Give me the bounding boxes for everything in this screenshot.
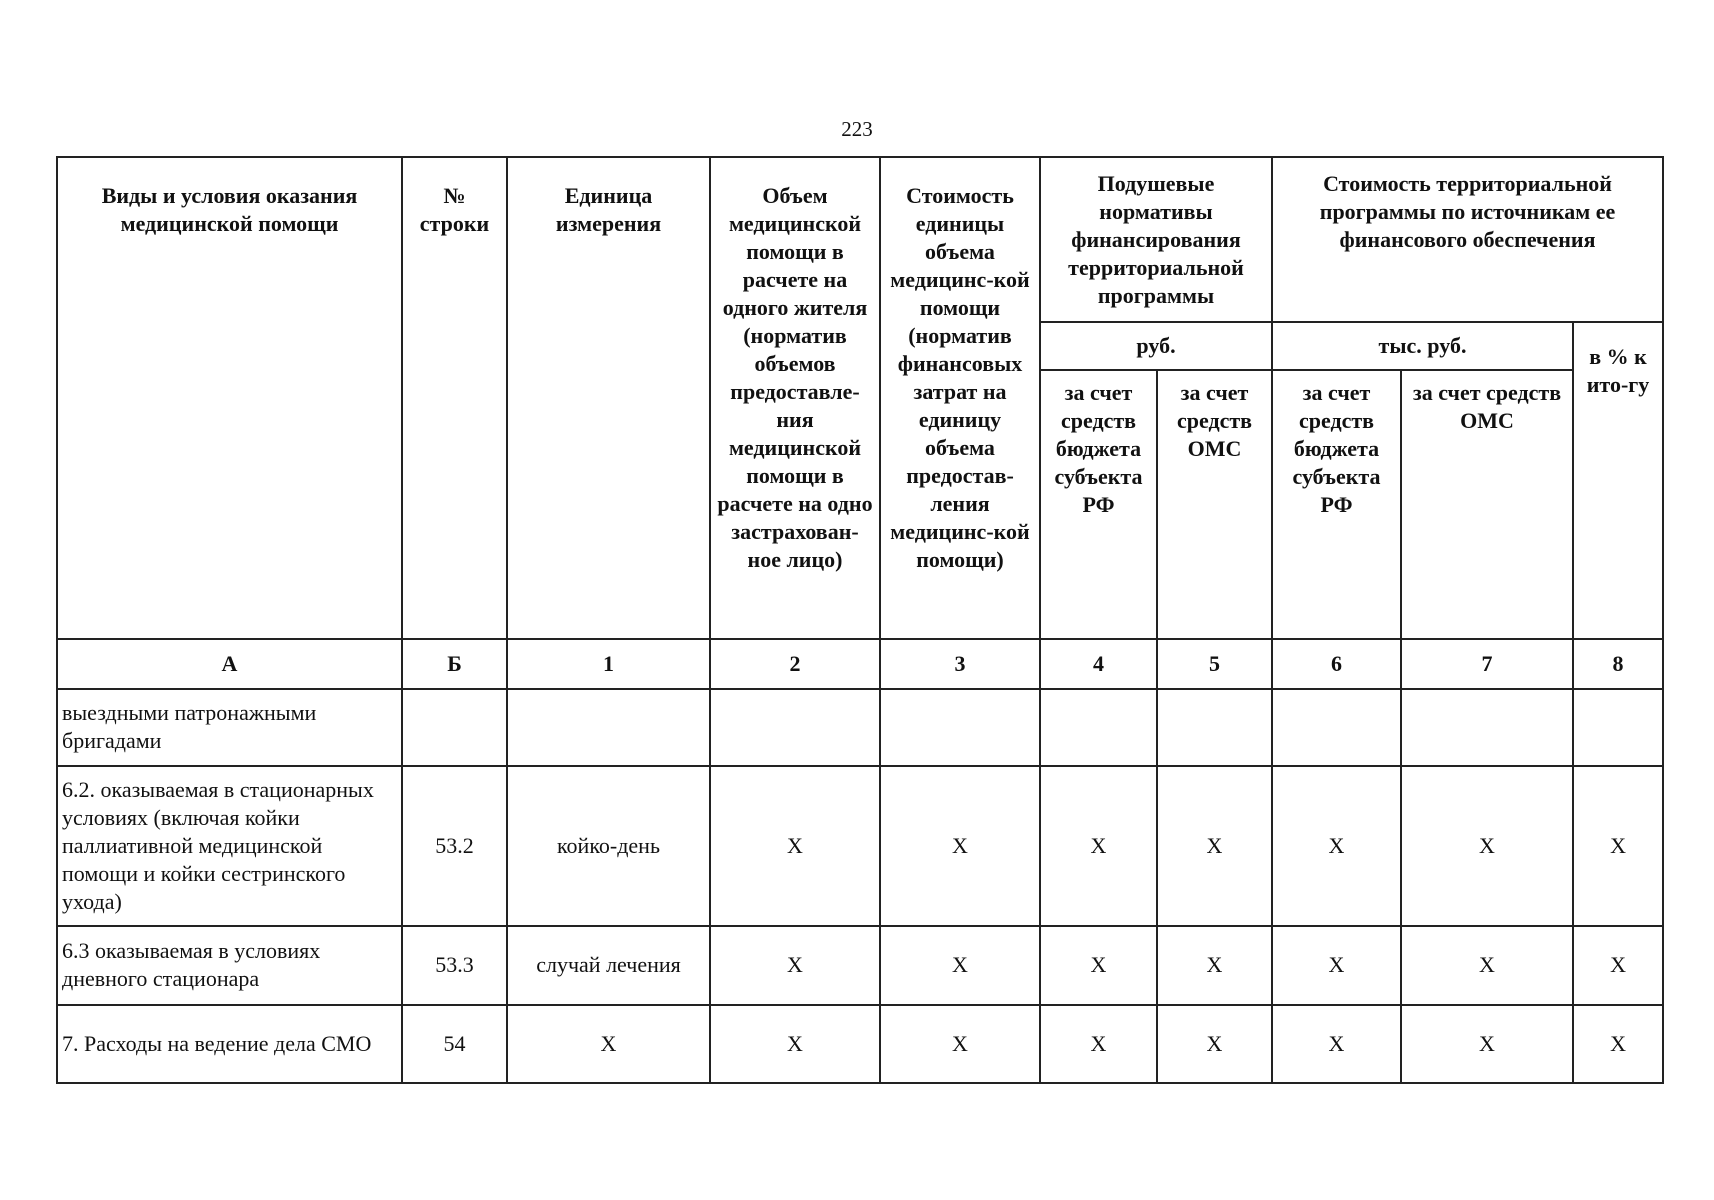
cell-rub-budget: X: [1040, 766, 1157, 927]
column-index: 5: [1157, 639, 1272, 689]
cell-rub-oms: X: [1157, 926, 1272, 1004]
cell-unit-cost: [880, 689, 1040, 765]
cell-volume: [710, 689, 880, 765]
row-name: выездными патронажными бригадами: [57, 689, 402, 765]
cell-thousand-budget: X: [1272, 766, 1401, 927]
header-program-cost: Стоимость территориальной программы по источникам ее финансового обеспечения: [1272, 157, 1663, 322]
cell-rub-budget: X: [1040, 1005, 1157, 1083]
row-number: 54: [402, 1005, 507, 1083]
cell-volume: X: [710, 766, 880, 927]
cell-percent: X: [1573, 1005, 1663, 1083]
row-number: 53.2: [402, 766, 507, 927]
header-unit: Единица измерения: [507, 157, 710, 639]
cell-thousand-oms: X: [1401, 926, 1573, 1004]
header-percent-of-total: в % к ито-гу: [1573, 322, 1663, 639]
table-row: [57, 1005, 1663, 1083]
column-index: 7: [1401, 639, 1573, 689]
column-index: 1: [507, 639, 710, 689]
column-index: 2: [710, 639, 880, 689]
column-index: Б: [402, 639, 507, 689]
cell-volume: X: [710, 1005, 880, 1083]
header-unit-thousand-rub: тыс. руб.: [1272, 322, 1573, 370]
cell-percent: [1573, 689, 1663, 765]
row-name: 6.3 оказываемая в условиях дневного стационара: [57, 926, 402, 1004]
cell-rub-oms: X: [1157, 766, 1272, 927]
cell-rub-oms: X: [1157, 1005, 1272, 1083]
row-unit: [507, 689, 710, 765]
cell-unit-cost: X: [880, 926, 1040, 1004]
header-rub-budget: за счет средств бюджета субъекта РФ: [1040, 370, 1157, 639]
header-thousand-budget: за счет средств бюджета субъекта РФ: [1272, 370, 1401, 639]
header-volume-per-capita: Объем медицинской помощи в расчете на одного жителя (норматив объемов предоставле-ния медицинской помощи в расчете на одно застрахован-ное лицо): [710, 157, 880, 639]
page-number: 223: [841, 117, 873, 141]
row-unit: случай лечения: [507, 926, 710, 1004]
column-index: 4: [1040, 639, 1157, 689]
cell-thousand-oms: [1401, 689, 1573, 765]
cell-percent: X: [1573, 766, 1663, 927]
cell-unit-cost: X: [880, 1005, 1040, 1083]
cell-thousand-oms: X: [1401, 766, 1573, 927]
column-index: 3: [880, 639, 1040, 689]
header-unit-rub: руб.: [1040, 322, 1272, 370]
table-row: [57, 689, 1663, 765]
column-index: А: [57, 639, 402, 689]
row-name: 6.2. оказываемая в стационарных условиях (включая койки паллиативной медицинской помощи и койки сестринского ухода): [57, 766, 402, 927]
cell-volume: X: [710, 926, 880, 1004]
cell-rub-budget: [1040, 689, 1157, 765]
cell-rub-oms: [1157, 689, 1272, 765]
row-number: 53.3: [402, 926, 507, 1004]
row-unit: койко-день: [507, 766, 710, 927]
column-index: 6: [1272, 639, 1401, 689]
header-row-number: № строки: [402, 157, 507, 639]
cell-thousand-budget: [1272, 689, 1401, 765]
header-unit-cost: Стоимость единицы объема медицинс-кой помощи (норматив финансовых затрат на единицу объема предостав-ления медицинс-кой помощи): [880, 157, 1040, 639]
cell-thousand-oms: X: [1401, 1005, 1573, 1083]
cell-thousand-budget: X: [1272, 926, 1401, 1004]
row-number: [402, 689, 507, 765]
cell-unit-cost: X: [880, 766, 1040, 927]
row-unit: X: [507, 1005, 710, 1083]
header-thousand-oms: за счет средств ОМС: [1401, 370, 1573, 639]
header-rub-oms: за счет средств ОМС: [1157, 370, 1272, 639]
table-row: [57, 766, 1663, 927]
cell-rub-budget: X: [1040, 926, 1157, 1004]
header-row-1: [57, 157, 1663, 322]
row-name: 7. Расходы на ведение дела СМО: [57, 1005, 402, 1083]
header-per-capita-norms: Подушевые нормативы финансирования территориальной программы: [1040, 157, 1272, 322]
column-index-row: [57, 639, 1663, 689]
cell-percent: X: [1573, 926, 1663, 1004]
header-type-of-care: Виды и условия оказания медицинской помощи: [57, 157, 402, 639]
table-row: [57, 926, 1663, 1004]
financing-table: [56, 156, 1664, 1084]
column-index: 8: [1573, 639, 1663, 689]
cell-thousand-budget: X: [1272, 1005, 1401, 1083]
